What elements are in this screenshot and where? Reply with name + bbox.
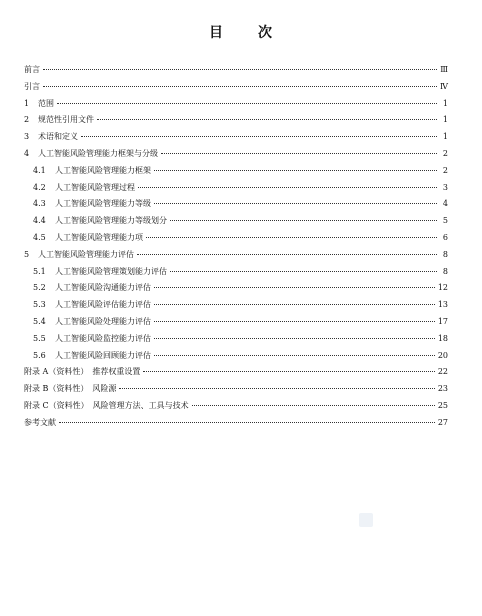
toc-entry-page-number: 8 — [442, 266, 448, 276]
toc-entry[interactable] — [24, 182, 448, 199]
toc-entry[interactable] — [24, 148, 448, 165]
toc-entry-number: 5 — [24, 249, 30, 259]
toc-entry-label: 规范性引用文件 — [38, 115, 94, 125]
toc-entry[interactable] — [24, 350, 448, 367]
toc-dot-leader — [57, 103, 437, 104]
table-of-contents — [24, 64, 448, 434]
toc-entry-label: 人工智能风险监控能力评估 — [55, 333, 151, 343]
toc-dot-leader — [143, 371, 434, 372]
toc-entry[interactable] — [24, 198, 448, 215]
toc-entry-number: 4.2 — [33, 182, 46, 192]
toc-dot-leader — [154, 321, 435, 322]
toc-entry[interactable] — [24, 232, 448, 249]
toc-entry[interactable] — [24, 215, 448, 232]
toc-entry-number: 4.5 — [33, 232, 46, 242]
toc-entry-label: 术语和定义 — [38, 132, 78, 142]
toc-dot-leader — [154, 203, 437, 204]
toc-dot-leader — [154, 355, 435, 356]
toc-entry[interactable] — [24, 131, 448, 148]
toc-entry-number: 1 — [24, 98, 30, 108]
toc-entry[interactable] — [24, 400, 448, 417]
toc-entry-label: 人工智能风险处理能力评估 — [55, 316, 151, 326]
toc-entry-page-number: 2 — [442, 165, 448, 175]
toc-entry-label: 附录 C（资料性） 风险管理方法、工具与技术 — [24, 400, 189, 410]
toc-entry-number: 5.4 — [33, 316, 46, 326]
toc-entry-number: 4.1 — [33, 165, 46, 175]
toc-entry-page-number: 4 — [442, 199, 448, 209]
title-part-2: 次 — [258, 25, 273, 41]
toc-entry-number: 5.5 — [33, 333, 46, 343]
toc-entry[interactable] — [24, 282, 448, 299]
toc-dot-leader — [119, 388, 434, 389]
toc-entry[interactable] — [24, 266, 448, 283]
toc-dot-leader — [192, 405, 435, 406]
toc-entry-label: 人工智能风险管理能力等级划分 — [55, 216, 167, 226]
toc-entry-label: 人工智能风险管理能力评估 — [38, 249, 134, 259]
toc-entry-page-number: 18 — [437, 333, 448, 343]
toc-entry-label: 前言 — [24, 65, 40, 74]
watermark-logo-icon — [359, 513, 373, 527]
toc-entry-page-number: 20 — [437, 350, 448, 360]
toc-entry-number: 4.4 — [33, 216, 46, 226]
toc-dot-leader — [43, 69, 437, 70]
toc-entry[interactable] — [24, 299, 448, 316]
toc-entry-number: 5.1 — [33, 266, 46, 276]
toc-entry-number: 5.3 — [33, 300, 46, 310]
toc-entry-label: 附录 A（资料性） 推荐权重设置 — [24, 367, 141, 377]
toc-entry-label: 人工智能风险管理能力框架与分级 — [38, 148, 158, 158]
toc-dot-leader — [138, 187, 437, 188]
toc-entry-number: 5.6 — [33, 350, 46, 360]
toc-entry-page-number: 23 — [437, 384, 448, 394]
toc-entry-number: 3 — [24, 132, 30, 142]
page-title — [0, 22, 482, 42]
toc-entry-page-number: 1 — [442, 98, 448, 108]
toc-entry[interactable] — [24, 417, 448, 434]
toc-dot-leader — [170, 220, 437, 221]
toc-entry-label: 人工智能风险管理能力框架 — [55, 165, 151, 175]
toc-dot-leader — [81, 136, 437, 137]
toc-entry[interactable] — [24, 333, 448, 350]
toc-entry[interactable] — [24, 98, 448, 115]
toc-entry-page-number: 8 — [442, 249, 448, 259]
toc-entry[interactable] — [24, 114, 448, 131]
toc-dot-leader — [161, 153, 437, 154]
toc-dot-leader — [170, 271, 437, 272]
toc-dot-leader — [43, 86, 437, 87]
toc-entry[interactable] — [24, 81, 448, 98]
toc-entry-page-number: Ⅳ — [440, 81, 448, 91]
toc-dot-leader — [97, 119, 437, 120]
toc-entry-label: 范围 — [38, 98, 54, 108]
toc-entry-page-number: 27 — [437, 417, 448, 427]
toc-entry-page-number: 17 — [437, 316, 448, 326]
toc-dot-leader — [154, 304, 435, 305]
toc-entry-label: 人工智能风险管理能力项 — [55, 232, 143, 242]
toc-entry-page-number: Ⅲ — [440, 65, 448, 74]
toc-entry-label: 参考文献 — [24, 417, 56, 427]
toc-entry-page-number: 13 — [437, 300, 448, 310]
toc-entry-number: 4.3 — [33, 199, 46, 209]
toc-entry-page-number: 2 — [442, 148, 448, 158]
toc-entry-label: 引言 — [24, 81, 40, 91]
toc-entry-page-number: 6 — [442, 232, 448, 242]
toc-dot-leader — [146, 237, 437, 238]
toc-entry-number: 2 — [24, 115, 30, 125]
toc-entry[interactable] — [24, 316, 448, 333]
toc-dot-leader — [137, 254, 437, 255]
toc-entry-page-number: 3 — [442, 182, 448, 192]
toc-entry-number: 4 — [24, 148, 30, 158]
toc-entry-label: 人工智能风险回顾能力评估 — [55, 350, 151, 360]
toc-entry-number: 5.2 — [33, 283, 46, 293]
toc-entry-page-number: 1 — [442, 132, 448, 142]
toc-entry-page-number: 25 — [437, 400, 448, 410]
toc-entry-label: 人工智能风险管理能力等级 — [55, 199, 151, 209]
toc-entry-page-number: 22 — [437, 367, 448, 377]
toc-dot-leader — [154, 338, 435, 339]
toc-entry-page-number: 1 — [442, 115, 448, 125]
toc-dot-leader — [59, 422, 435, 423]
title-part-1: 目 — [209, 25, 224, 41]
toc-entry-label: 人工智能风险管理策划能力评估 — [55, 266, 167, 276]
toc-entry-page-number: 12 — [437, 283, 448, 293]
toc-entry-label: 人工智能风险评估能力评估 — [55, 300, 151, 310]
toc-entry-page-number: 5 — [442, 216, 448, 226]
toc-entry-label: 人工智能风险管理过程 — [55, 182, 135, 192]
toc-entry-label: 人工智能风险沟通能力评估 — [55, 283, 151, 293]
toc-entry[interactable] — [24, 366, 448, 383]
toc-entry[interactable] — [24, 249, 448, 266]
toc-dot-leader — [154, 287, 435, 288]
toc-entry[interactable] — [24, 165, 448, 182]
toc-entry[interactable] — [24, 64, 448, 81]
toc-entry-label: 附录 B（资料性） 风险源 — [24, 384, 117, 394]
toc-dot-leader — [154, 170, 437, 171]
toc-entry[interactable] — [24, 383, 448, 400]
